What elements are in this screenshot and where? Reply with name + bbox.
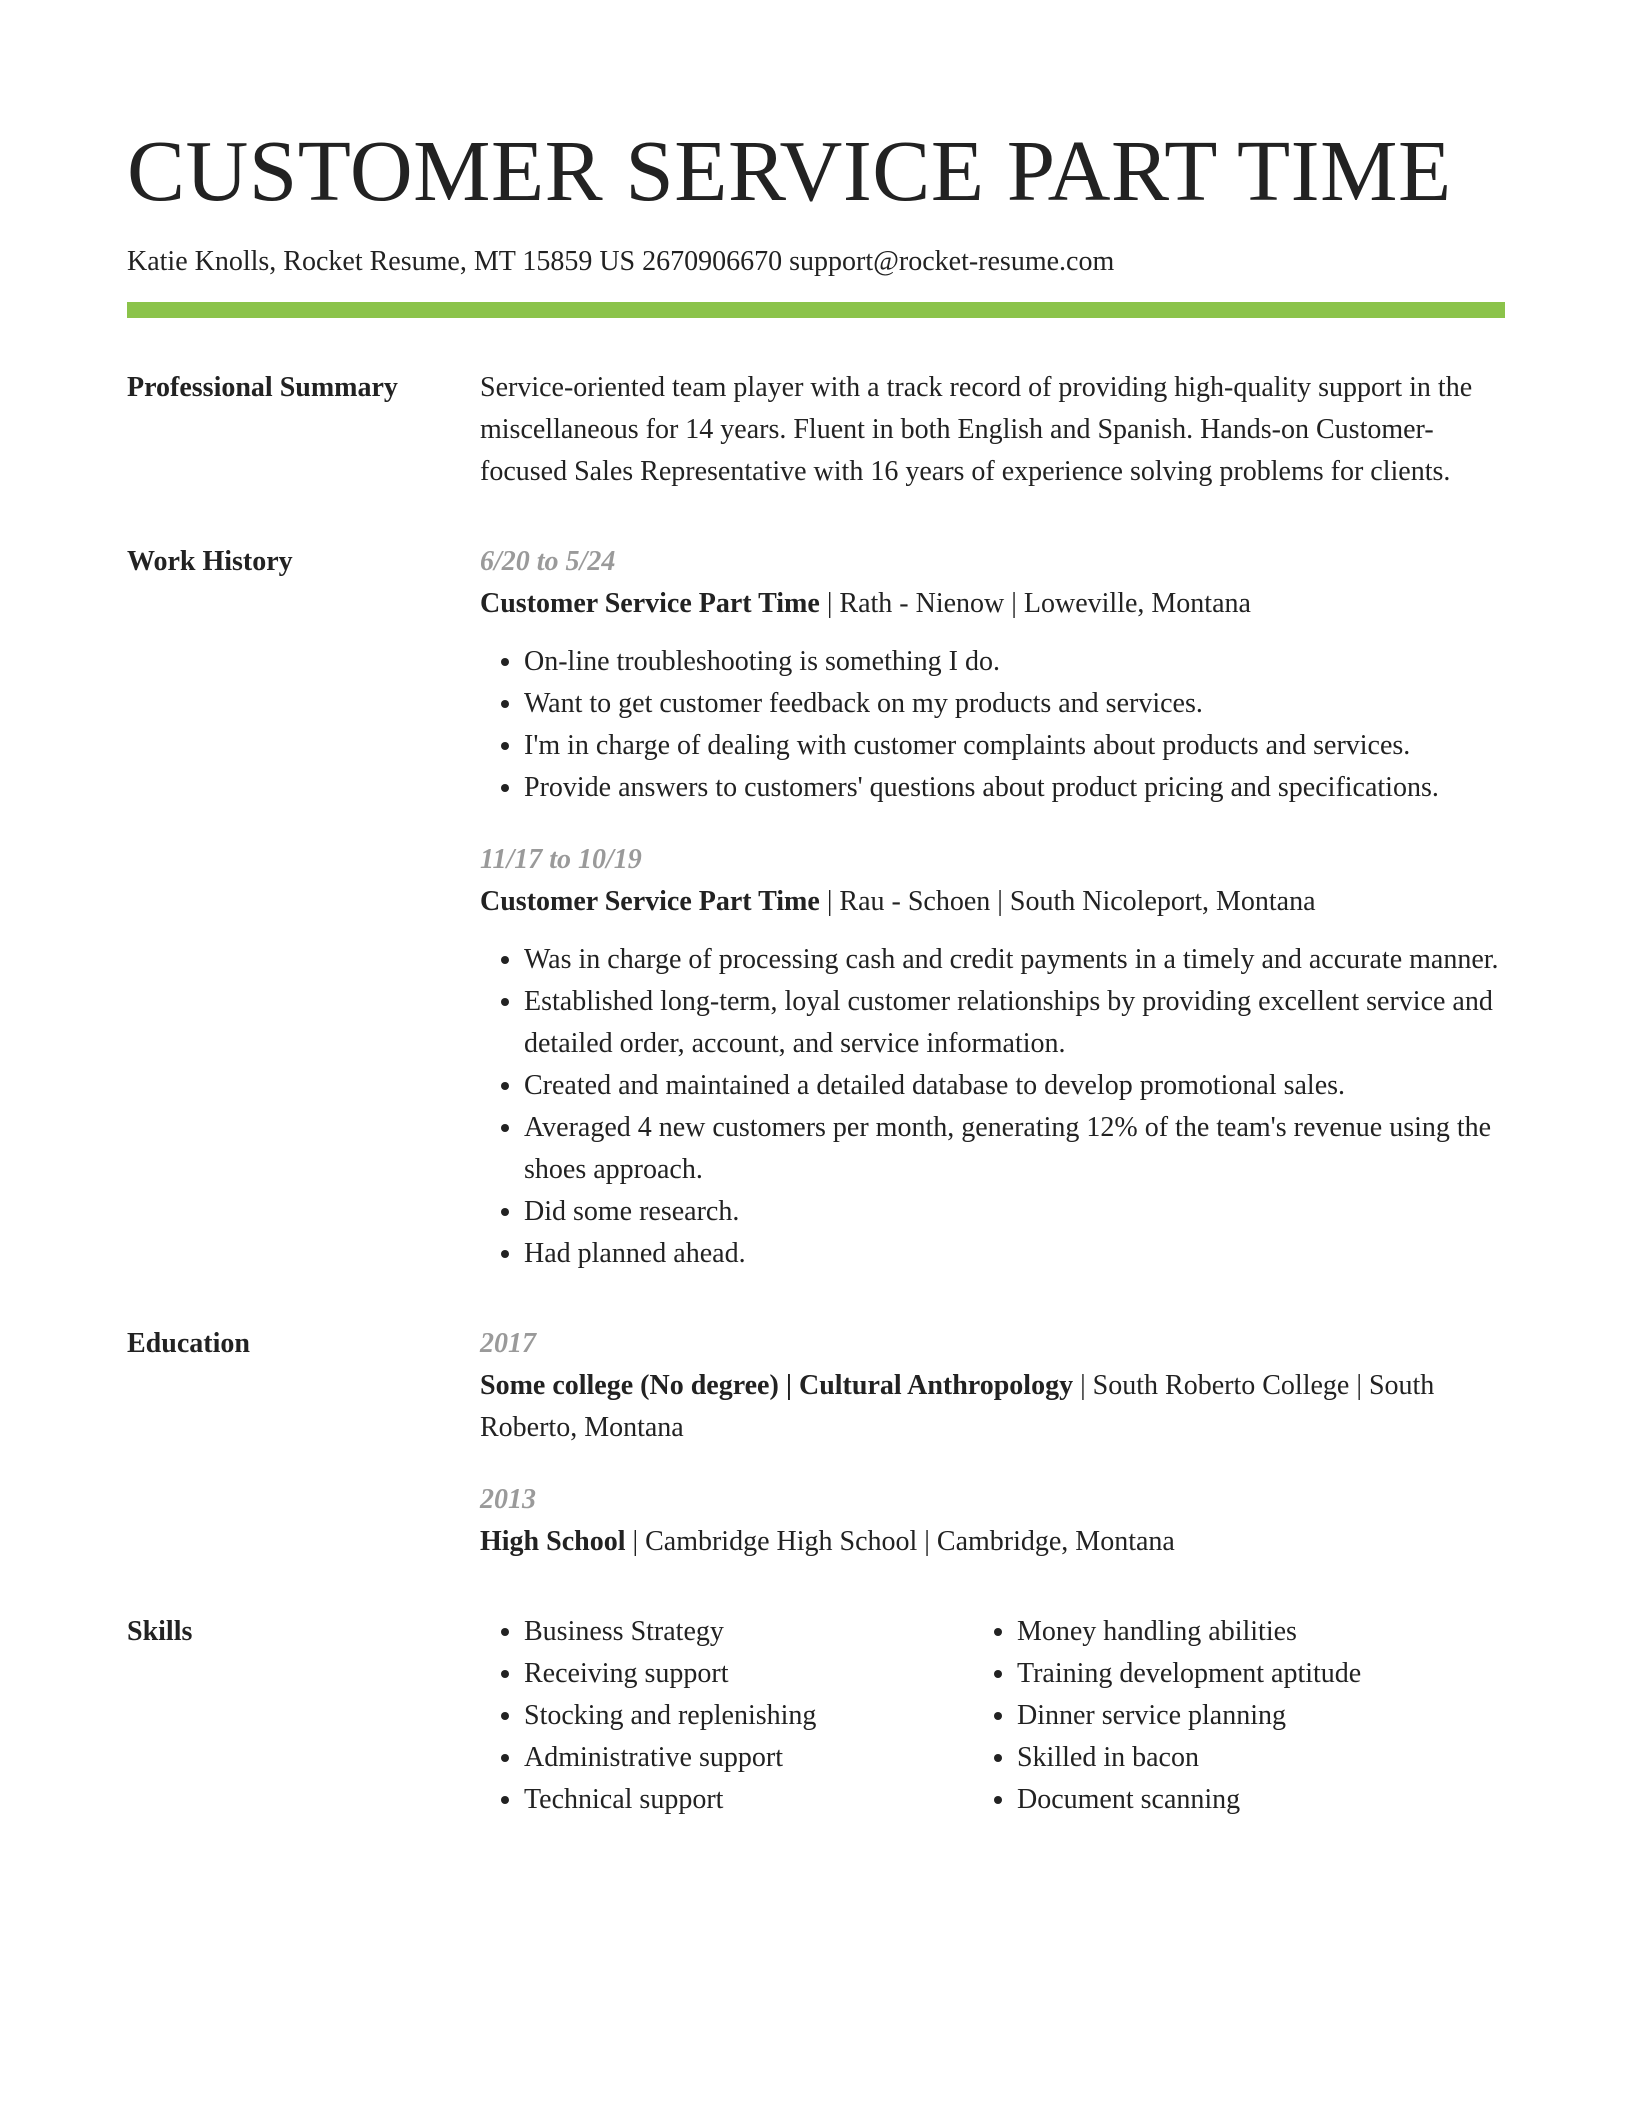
contact-line: Katie Knolls, Rocket Resume, MT 15859 US 2670906670 support@rocket-resume.com	[127, 246, 1115, 277]
education-details: | South Roberto College | South Roberto, Montana	[480, 1370, 1435, 1443]
job-dates: 6/20 to 5/24	[480, 546, 616, 577]
job-bullet: • On-line troubleshooting is something I do.	[524, 641, 1505, 683]
job-details: | Rath - Nienow | Loweville, Montana	[819, 588, 1251, 619]
job-line	[480, 881, 1505, 923]
resume-title: CUSTOMER SERVICE PART TIME	[127, 122, 1452, 219]
skill-item: • Technical support	[524, 1779, 973, 1821]
work-history-heading: Work History	[127, 546, 293, 577]
education-degree: Some college (No degree) | Cultural Anthropology	[480, 1370, 1074, 1401]
skill-item: • Stocking and replenishing	[524, 1695, 973, 1737]
skill-item: • Receiving support	[524, 1653, 973, 1695]
header-divider	[127, 302, 1505, 318]
job-bullets	[480, 641, 1505, 809]
job-title: Customer Service Part Time	[480, 588, 820, 619]
job-bullet: • Provide answers to customers' questions about product pricing and specifications.	[524, 767, 1505, 809]
skills-heading: Skills	[127, 1616, 193, 1647]
summary-section	[127, 367, 1505, 493]
job-entry	[480, 541, 1505, 809]
job-bullet: • I'm in charge of dealing with customer complaints about products and services.	[524, 725, 1505, 767]
job-dates: 11/17 to 10/19	[480, 844, 642, 875]
education-line	[480, 1521, 1505, 1563]
job-title: Customer Service Part Time	[480, 886, 820, 917]
job-line	[480, 583, 1505, 625]
skill-item: • Document scanning	[1017, 1779, 1505, 1821]
skill-item: • Dinner service planning	[1017, 1695, 1505, 1737]
job-bullet: • Established long-term, loyal customer relationships by providing excellent service and detailed order, account, and service information.	[524, 981, 1505, 1065]
skills-section	[127, 1611, 1505, 1821]
education-year: 2017	[480, 1328, 536, 1359]
job-entry	[480, 839, 1505, 1275]
job-details: | Rau - Schoen | South Nicoleport, Montana	[819, 886, 1316, 917]
education-entry	[480, 1479, 1505, 1563]
education-year: 2013	[480, 1484, 536, 1515]
job-bullet: • Had planned ahead.	[524, 1233, 1505, 1275]
job-bullet: • Want to get customer feedback on my products and services.	[524, 683, 1505, 725]
education-line	[480, 1365, 1505, 1449]
education-section	[127, 1323, 1505, 1563]
education-entry	[480, 1323, 1505, 1449]
skill-item: • Skilled in bacon	[1017, 1737, 1505, 1779]
skills-list-right	[973, 1611, 1505, 1821]
skill-item: • Administrative support	[524, 1737, 973, 1779]
education-heading: Education	[127, 1328, 250, 1359]
summary-heading: Professional Summary	[127, 372, 398, 403]
skill-item: • Business Strategy	[524, 1611, 973, 1653]
job-bullet: • Created and maintained a detailed database to develop promotional sales.	[524, 1065, 1505, 1107]
resume-page	[127, 0, 1505, 1821]
skill-item: • Money handling abilities	[1017, 1611, 1505, 1653]
job-bullets	[480, 939, 1505, 1275]
skills-list-left	[480, 1611, 973, 1821]
education-degree: High School	[480, 1526, 626, 1557]
education-details: | Cambridge High School | Cambridge, Montana	[625, 1526, 1175, 1557]
job-bullet: • Averaged 4 new customers per month, generating 12% of the team's revenue using the shoes approach.	[524, 1107, 1505, 1191]
job-bullet: • Did some research.	[524, 1191, 1505, 1233]
work-history-section	[127, 541, 1505, 1275]
job-bullet: • Was in charge of processing cash and credit payments in a timely and accurate manner.	[524, 939, 1505, 981]
summary-text: Service-oriented team player with a track record of providing high-quality support in the miscellaneous for 14 years. Fluent in both English and Spanish. Hands-on Customer-focused Sales Representative with 16 years of experience solving problems for clients.	[480, 372, 1473, 487]
skill-item: • Training development aptitude	[1017, 1653, 1505, 1695]
